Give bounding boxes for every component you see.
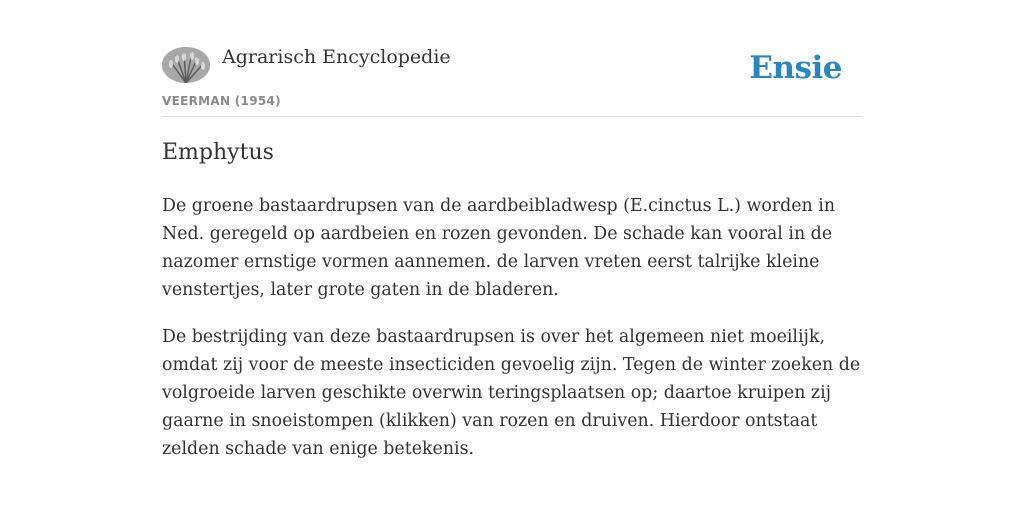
article-paragraph: De bestrijding van deze bastaardrupsen is over het algemeen niet moeilijk, omdat zij voor de meeste insecticiden gevoelig zijn. Tegen de winter zoeken de volgroeide larven geschikte overwin teringsplaatsen op; daartoe kruipen zij gaarne in snoeistompen (klikken) van rozen en druiven. Hierdoor ontstaat zelden schade van enige betekenis. (162, 327, 861, 459)
article-paragraph: De groene bastaardrupsen van de aardbeibladwesp (E.cinctus L.) worden in Ned. geregeld op aardbeien en rozen gevonden. De schade kan vooral in de nazomer ernstige vormen aannemen. de larven vreten eerst talrijke kleine venstertjes, later grote gaten in de bladeren. (162, 196, 836, 300)
source-label: VEERMAN (1954) (162, 94, 281, 108)
brand-logo[interactable]: Ensie (749, 50, 842, 86)
article-title: Emphytus (162, 140, 274, 165)
encyclopedia-title[interactable]: Agrarisch Encyclopedie (222, 46, 451, 68)
article-body (162, 192, 867, 482)
encyclopedia-logo-icon[interactable] (162, 47, 210, 83)
header (162, 44, 862, 117)
